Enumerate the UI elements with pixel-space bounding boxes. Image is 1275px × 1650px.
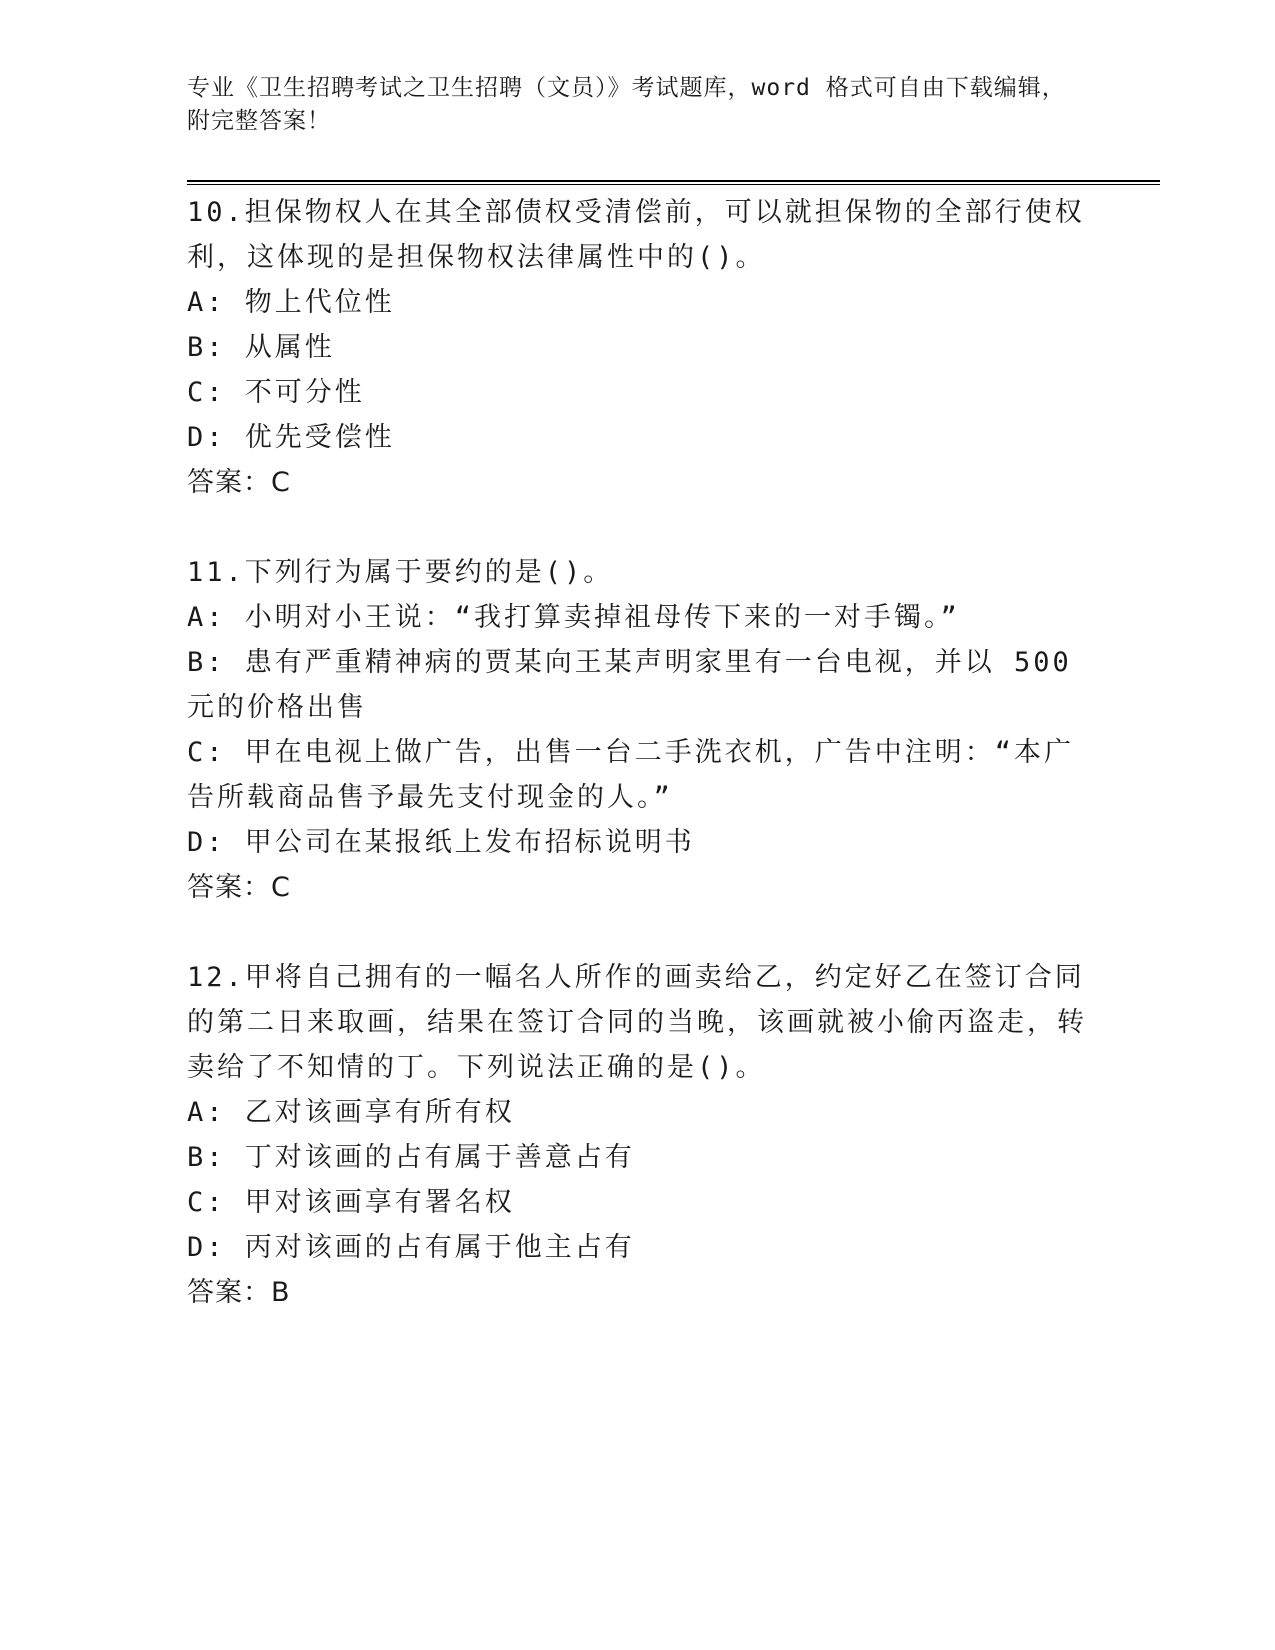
option-c: C: 甲对该画享有署名权 [187,1187,515,1218]
question-10 [187,190,1087,505]
option-a: A: 物上代位性 [187,287,395,318]
question-text: 12.甲将自己拥有的一幅名人所作的画卖给乙，约定好乙在签订合同的第二日来取画，结果在签订合同的当晚，该画就被小偷丙盗走，转卖给了不知情的丁。下列说法正确的是()。 [187,962,1087,1083]
option-a: A: 小明对小王说：“我打算卖掉祖母传下来的一对手镯。” [187,602,960,633]
header-title: 专业《卫生招聘考试之卫生招聘（文员）》考试题库，word 格式可自由下载编辑，附完整答案！ [187,75,1066,134]
question-text: 10.担保物权人在其全部债权受清偿前，可以就担保物的全部行使权利，这体现的是担保物权法律属性中的()。 [187,197,1085,273]
document-header [187,72,1067,138]
question-list [187,190,1087,1315]
question-text: 11.下列行为属于要约的是()。 [187,557,614,588]
option-b: B: 从属性 [187,332,335,363]
header-divider [187,180,1160,185]
option-d: D: 甲公司在某报纸上发布招标说明书 [187,827,695,858]
option-b: B: 丁对该画的占有属于善意占有 [187,1142,635,1173]
answer-line: 答案：C [187,467,291,498]
option-c: C: 不可分性 [187,377,365,408]
option-d: D: 优先受偿性 [187,422,395,453]
option-d: D: 丙对该画的占有属于他主占有 [187,1232,635,1263]
answer-line: 答案：C [187,872,291,903]
option-a: A: 乙对该画享有所有权 [187,1097,515,1128]
option-b: B: 患有严重精神病的贾某向王某声明家里有一台电视，并以 500 元的价格出售 [187,647,1072,723]
option-c: C: 甲在电视上做广告，出售一台二手洗衣机，广告中注明：“本广告所载商品售予最先支付现金的人。” [187,737,1075,813]
question-12 [187,955,1087,1315]
question-11 [187,550,1087,910]
answer-line: 答案：B [187,1277,291,1308]
